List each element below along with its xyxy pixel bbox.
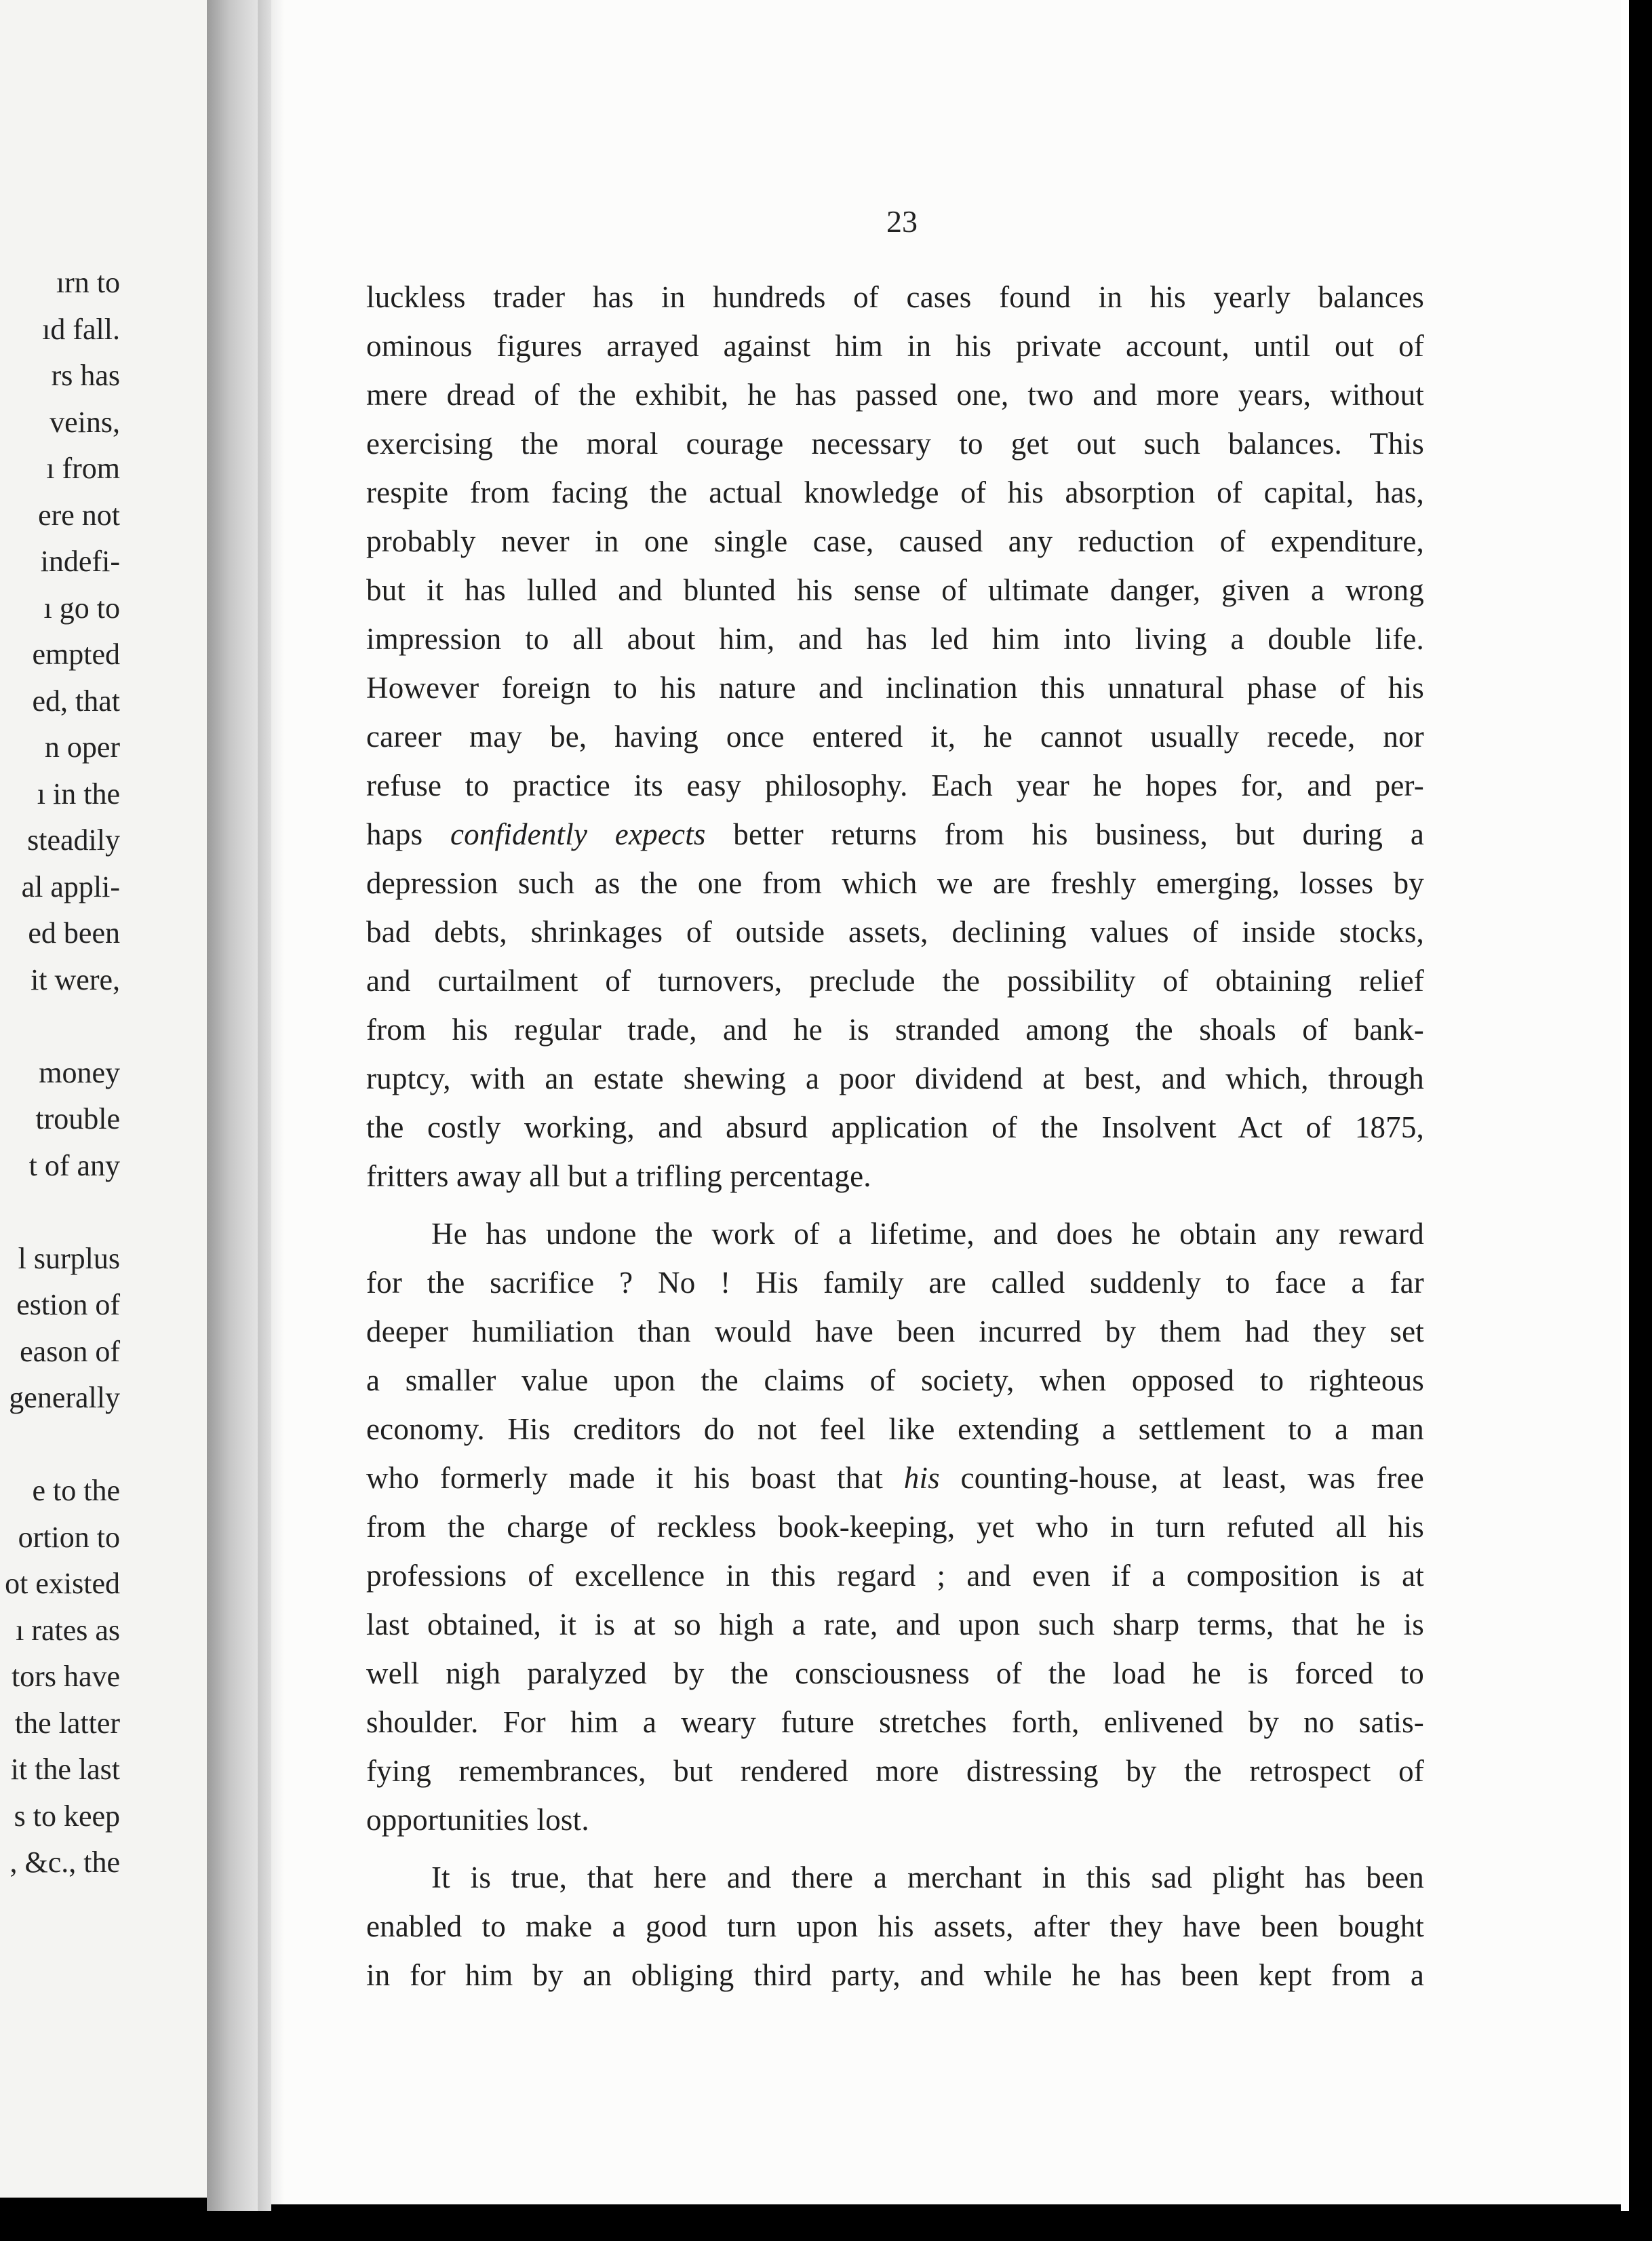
page-edge xyxy=(1621,0,1629,2211)
text-line: but it has lulled and blunted his sense of ultimate danger, given a wrong xyxy=(366,573,1424,607)
page-number: 23 xyxy=(886,204,918,239)
text-line: ominous figures arrayed against him in his private account, until out of xyxy=(366,329,1424,363)
left-page-line: ortion to xyxy=(18,1520,120,1554)
text-line: economy. His creditors do not feel like extending a settlement to a man xyxy=(366,1412,1424,1446)
text-line: for the sacrifice ? No ! His family are called suddenly to face a far xyxy=(366,1266,1424,1300)
text-line: well nigh paralyzed by the consciousness of the load he is forced to xyxy=(366,1656,1424,1690)
left-page-line: it the last xyxy=(10,1753,120,1786)
text-line: from his regular trade, and he is stranded among the shoals of bank- xyxy=(366,1013,1424,1047)
left-page-line: al appli- xyxy=(21,870,120,903)
left-facing-page xyxy=(0,0,220,2198)
text-run: who formerly made it his boast that xyxy=(366,1461,904,1495)
left-page-line: , &c., the xyxy=(9,1846,120,1879)
text-line: impression to all about him, and has led him into living a double life. xyxy=(366,622,1424,656)
text-line: ruptcy, with an estate shewing a poor dividend at best, and which, through xyxy=(366,1061,1424,1095)
text-line: respite from facing the actual knowledge of his absorption of capital, has, xyxy=(366,475,1424,509)
text-line: depression such as the one from which we are freshly emerging, losses by xyxy=(366,866,1424,900)
left-page-line: estion of xyxy=(16,1288,120,1321)
left-page-line: it were, xyxy=(31,962,120,996)
text-line xyxy=(366,1454,1424,1502)
left-page-line: s to keep xyxy=(14,1799,120,1833)
text-line: the costly working, and absurd application of the Insolvent Act of 1875, xyxy=(366,1110,1424,1144)
left-page-line: ot existed xyxy=(5,1567,120,1600)
text-line: and curtailment of turnovers, preclude the possibility of obtaining relief xyxy=(366,964,1424,998)
left-page-line: trouble xyxy=(35,1102,120,1135)
text-line: last obtained, it is at so high a rate, and upon such sharp terms, that he is xyxy=(366,1607,1424,1641)
text-line: career may be, having once entered it, he cannot usually recede, nor xyxy=(366,720,1424,754)
text-line: It is true, that here and there a merchant in this sad plight has been xyxy=(431,1860,1424,1894)
left-page-line: n oper xyxy=(44,730,120,764)
left-page-line: steadily xyxy=(27,823,120,857)
body-text xyxy=(366,273,1424,2000)
left-page-line: money xyxy=(39,1055,120,1089)
left-page-line: ırn to xyxy=(56,266,120,299)
left-page-line: tors have xyxy=(11,1660,120,1693)
italic-emphasis: his xyxy=(903,1461,940,1495)
left-page-line: indefi- xyxy=(40,545,120,578)
left-page-line: rs has xyxy=(51,359,120,392)
left-page-line: ıd fall. xyxy=(42,312,120,346)
text-line: exercising the moral courage necessary to get out such balances. This xyxy=(366,427,1424,461)
left-page-line: ı in the xyxy=(37,777,120,811)
text-line: opportunities lost. xyxy=(366,1803,589,1837)
text-line: However foreign to his nature and inclination this unnatural phase of his xyxy=(366,671,1424,705)
text-line: mere dread of the exhibit, he has passed one, two and more years, without xyxy=(366,378,1424,412)
text-line: luckless trader has in hundreds of cases found in his yearly balances xyxy=(366,280,1424,314)
left-page-line: ı from xyxy=(46,452,120,485)
left-page-line: l surplus xyxy=(18,1241,120,1275)
text-line: deeper humiliation than would have been incurred by them had they set xyxy=(366,1314,1424,1348)
left-page-line: ed been xyxy=(28,916,120,950)
italic-emphasis: confidently expects xyxy=(450,817,706,851)
left-page-line: eason of xyxy=(20,1334,120,1368)
left-page-line: ed, that xyxy=(32,684,120,718)
text-line: probably never in one single case, caused any reduction of expenditure, xyxy=(366,524,1424,558)
left-page-line: t of any xyxy=(28,1148,120,1182)
left-page-line: veins, xyxy=(50,405,120,439)
text-line xyxy=(366,810,1424,859)
text-line: refuse to practice its easy philosophy. Each year he hopes for, and per- xyxy=(366,768,1424,802)
left-page-line: ı rates as xyxy=(16,1613,120,1647)
text-line: enabled to make a good turn upon his assets, after they have been bought xyxy=(366,1909,1424,1943)
text-line: He has undone the work of a lifetime, and does he obtain any reward xyxy=(431,1217,1424,1251)
left-page-line: generally xyxy=(9,1381,120,1414)
left-page-line: empted xyxy=(32,638,120,671)
text-run: better returns from his business, but during a xyxy=(705,817,1424,851)
text-line: bad debts, shrinkages of outside assets, declining values of inside stocks, xyxy=(366,915,1424,949)
text-line: from the charge of reckless book-keeping, yet who in turn refuted all his xyxy=(366,1510,1424,1544)
text-run: counting-house, at least, was free xyxy=(939,1461,1424,1495)
left-page-line: the latter xyxy=(14,1706,120,1740)
gutter-shadow xyxy=(258,0,285,2211)
left-page-line: e to the xyxy=(32,1474,120,1507)
text-line: fying remembrances, but rendered more distressing by the retrospect of xyxy=(366,1754,1424,1788)
left-page-line: ere not xyxy=(38,498,120,532)
left-page-line: ı go to xyxy=(43,591,120,625)
text-line: professions of excellence in this regard ; and even if a composition is at xyxy=(366,1559,1424,1593)
text-line: in for him by an obliging third party, and while he has been kept from a xyxy=(366,1958,1424,1992)
text-line: fritters away all but a trifling percentage. xyxy=(366,1159,871,1193)
text-line: shoulder. For him a weary future stretches forth, enlivened by no satis- xyxy=(366,1705,1424,1739)
text-run: haps xyxy=(366,817,450,851)
text-line: a smaller value upon the claims of society, when opposed to righteous xyxy=(366,1363,1424,1397)
